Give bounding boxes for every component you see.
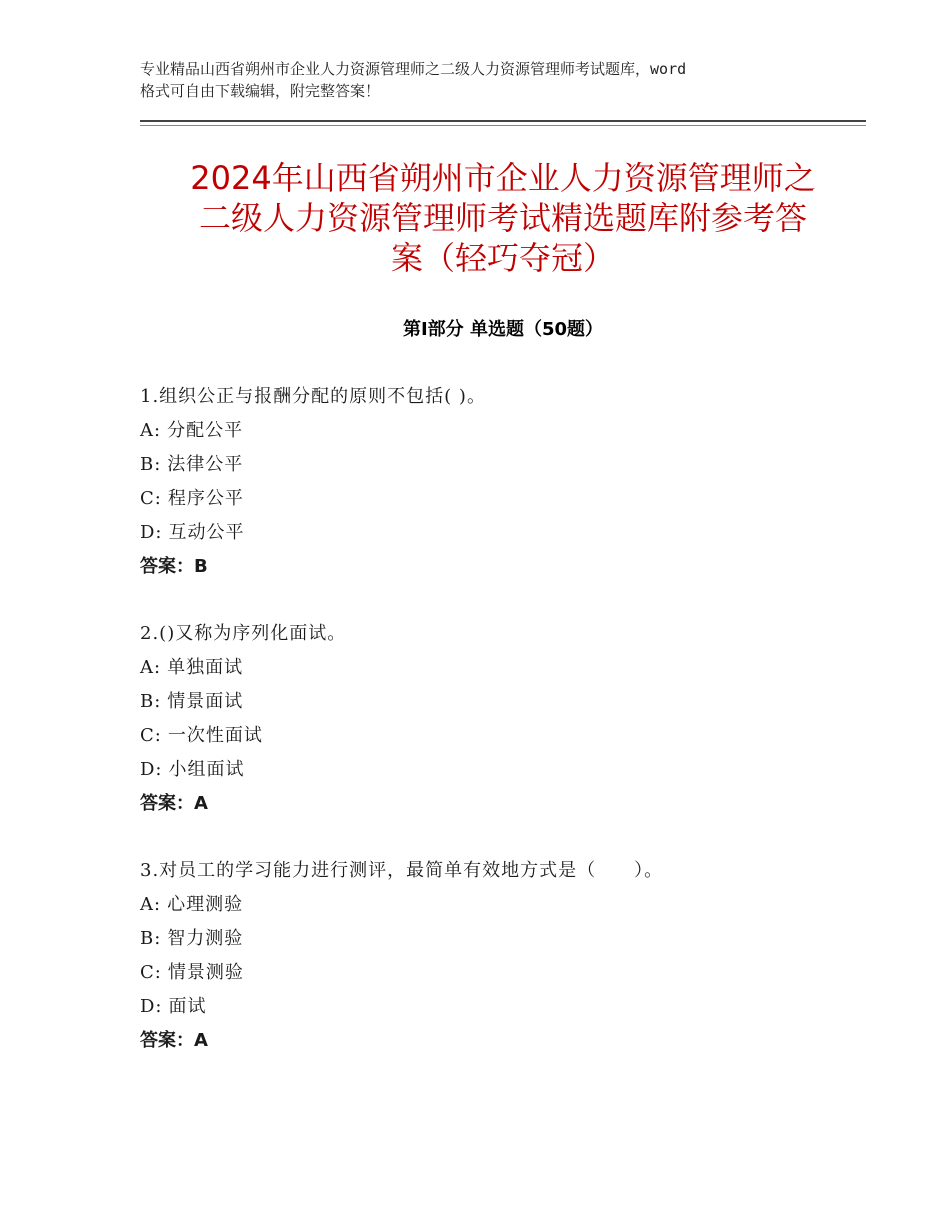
question-stem: 2.()又称为序列化面试。 [140, 623, 347, 644]
option-text: 程序公平 [167, 488, 244, 509]
option-b [140, 685, 866, 719]
answer: 答案：A [140, 1030, 208, 1051]
option-key: D: [140, 996, 163, 1017]
option-text: 分配公平 [167, 420, 244, 441]
answer: 答案：A [140, 793, 208, 814]
answer: 答案：B [140, 556, 208, 577]
option-text: 小组面试 [168, 759, 245, 780]
option-key: B: [140, 691, 162, 712]
option-c [140, 956, 866, 990]
option-a [140, 414, 866, 448]
option-key: C: [140, 725, 162, 746]
question-1 [140, 380, 866, 584]
option-a [140, 888, 866, 922]
option-text: 单独面试 [167, 657, 244, 678]
option-text: 情景测验 [167, 962, 244, 983]
document-title-line-1: 2024年山西省朔州市企业人力资源管理师之 [190, 159, 816, 197]
question-2 [140, 617, 866, 821]
option-b [140, 922, 866, 956]
option-key: C: [140, 962, 162, 983]
option-text: 心理测验 [167, 894, 244, 915]
option-d [140, 990, 866, 1024]
option-key: D: [140, 759, 163, 780]
document-title-line-2: 二级人力资源管理师考试精选题库附参考答 [198, 199, 807, 237]
document-title [140, 158, 866, 278]
question-stem: 3.对员工的学习能力进行测评，最简单有效地方式是（ ）。 [140, 860, 664, 881]
option-key: C: [140, 488, 162, 509]
option-key: B: [140, 454, 162, 475]
option-text: 法律公平 [167, 454, 244, 475]
option-key: A: [140, 420, 162, 441]
option-d [140, 753, 866, 787]
option-b [140, 448, 866, 482]
question-list [140, 380, 866, 1058]
option-d [140, 516, 866, 550]
header-divider-thick [140, 120, 866, 122]
document-title-line-3: 案（轻巧夺冠） [390, 239, 615, 277]
header-note-line-2: 格式可自由下载编辑，附完整答案！ [140, 82, 381, 100]
option-c [140, 482, 866, 516]
option-key: B: [140, 928, 162, 949]
option-text: 面试 [168, 996, 207, 1017]
header-note [140, 58, 830, 102]
question-3 [140, 854, 866, 1058]
option-key: A: [140, 894, 162, 915]
option-a [140, 651, 866, 685]
option-key: A: [140, 657, 162, 678]
header-note-line-1: 专业精品山西省朔州市企业人力资源管理师之二级人力资源管理师考试题库，word [140, 60, 687, 78]
option-text: 一次性面试 [167, 725, 263, 746]
option-key: D: [140, 522, 163, 543]
option-text: 互动公平 [168, 522, 245, 543]
option-c [140, 719, 866, 753]
option-text: 智力测验 [167, 928, 244, 949]
section-title: 第Ⅰ部分 单选题（50题） [402, 319, 603, 340]
question-stem: 1.组织公正与报酬分配的原则不包括( )。 [140, 386, 486, 407]
header-divider-thin [140, 125, 866, 126]
option-text: 情景面试 [167, 691, 244, 712]
